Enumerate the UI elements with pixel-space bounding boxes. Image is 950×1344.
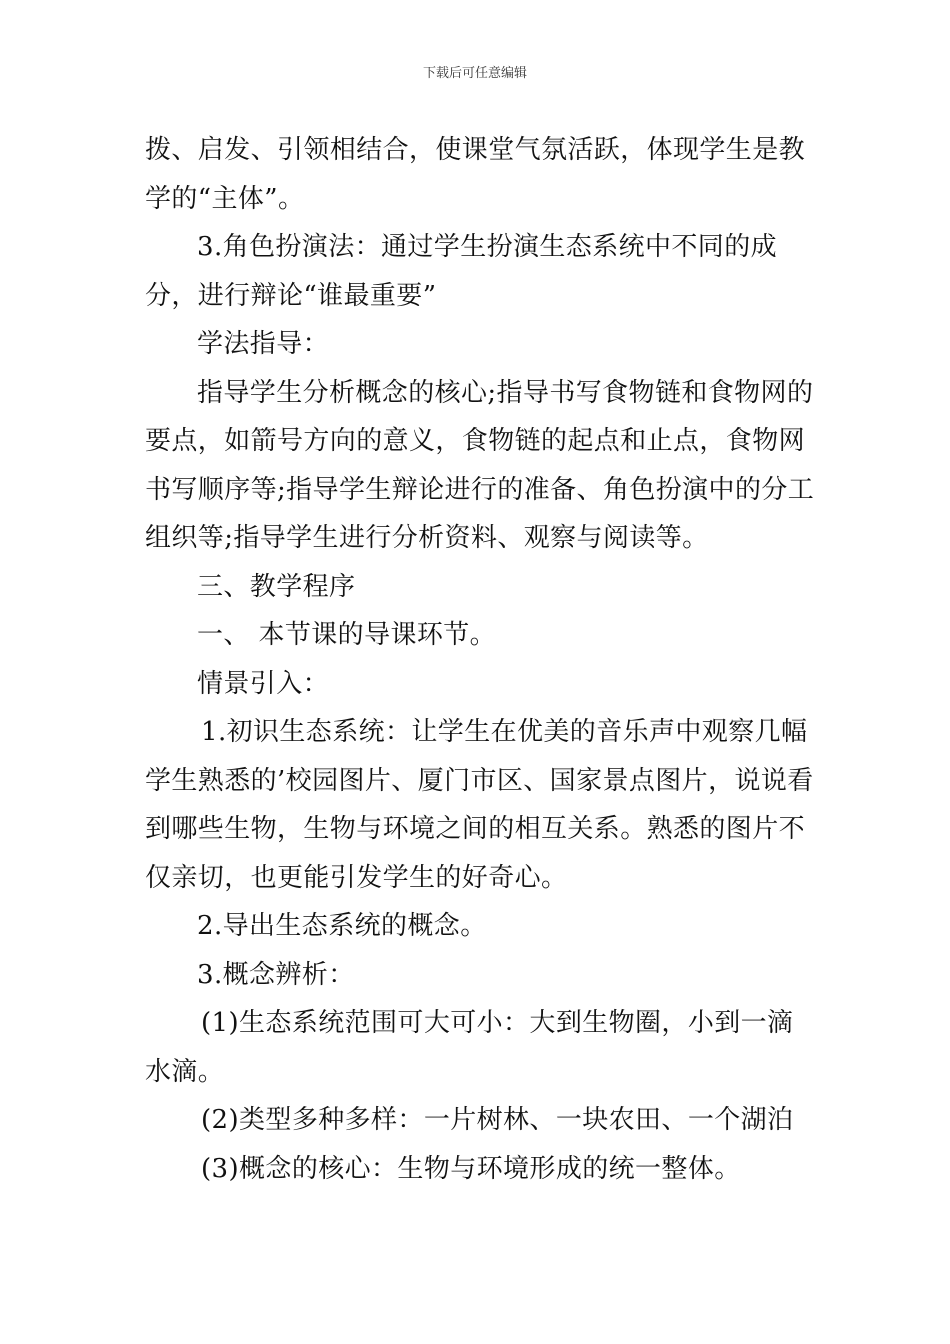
paragraph-intro-continuation: 拨、启发、引领相结合，使课堂气氛活跃，体现学生是教学的“主体”。 [145, 135, 806, 214]
paragraph-study-guidance: 指导学生分析概念的核心;指导书写食物链和食物网的要点，如箭号方向的意义，食物链的起点和止点，食物网书写顺序等;指导学生辩论进行的准备、角色扮演中的分工组织等;指导学生进行分析资料、观察与阅读等。 [145, 377, 815, 553]
paragraph-concept-analysis-heading: 3.概念辨析： [197, 959, 355, 990]
paragraph-scenario-intro-heading: 情景引入： [197, 668, 330, 699]
paragraph-study-guidance-heading: 学法指导： [197, 329, 330, 359]
paragraph-lesson-intro-step: 一、 本节课的导课环节。 [197, 620, 497, 650]
paragraph-core-concept: (3)概念的核心：生物与环境形成的统一整体。 [201, 1153, 741, 1184]
section-heading-teaching-procedure: 三、教学程序 [197, 571, 356, 602]
page-header: 下载后可任意编辑 [422, 66, 527, 81]
paragraph-derive-concept: 2.导出生态系统的概念。 [197, 911, 487, 941]
paragraph-first-look: 1.初识生态系统：让学生在优美的音乐声中观察几幅学生熟悉的’校园图片、厦门市区、国家景点图片，说说看到哪些生物，生物与环境之间的相互关系。熟悉的图片不仅亲切，也更能引发学生的好奇心。 [145, 717, 814, 893]
paragraph-role-play-method: 3.角色扮演法：通过学生扮演生态系统中不同的成分，进行辩论“谁最重要” [145, 232, 778, 311]
paragraph-scope: (1)生态系统范围可大可小：大到生物圈，小到一滴水滴。 [145, 1008, 794, 1087]
document-body [145, 126, 817, 1193]
paragraph-types: (2)类型多种多样：一片树林、一块农田、一个湖泊 [201, 1105, 794, 1135]
